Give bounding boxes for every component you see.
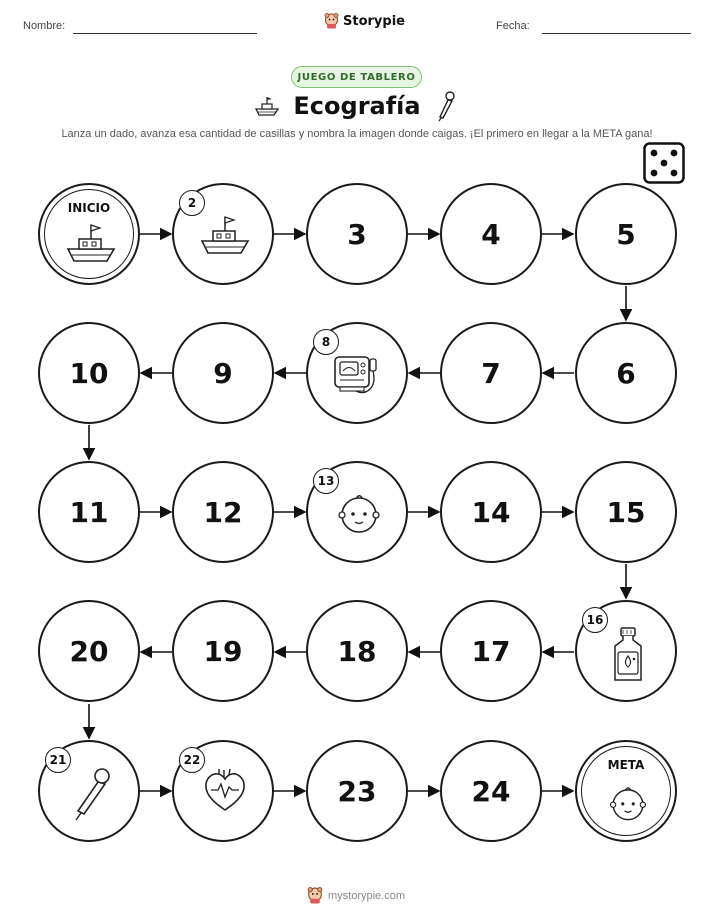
cell-number: 14: [471, 495, 511, 529]
cell-number: 20: [69, 634, 109, 668]
board-cell-20: [38, 600, 140, 702]
boat-icon: [199, 213, 251, 257]
board-cell-3: [306, 183, 408, 285]
finish-label: META: [607, 758, 645, 772]
board-cell-19: [172, 600, 274, 702]
board-cell-9: [172, 322, 274, 424]
cell-number: 9: [213, 356, 233, 390]
ultrasound-probe-icon: [68, 764, 116, 822]
board-cell-23: [306, 740, 408, 842]
footer: [307, 887, 405, 904]
board-cell-5: [575, 183, 677, 285]
cell-number-tag: 21: [45, 747, 71, 773]
cell-number: 19: [203, 634, 243, 668]
cell-number: 11: [69, 495, 109, 529]
start-label: INICIO: [67, 201, 111, 215]
cell-number: 5: [616, 217, 636, 251]
board-cell-4: [440, 183, 542, 285]
page-title: Ecografía: [293, 92, 421, 120]
footer-url[interactable]: mystorypie.com: [328, 889, 406, 902]
board-cell-24: [440, 740, 542, 842]
board-cell-finish: [575, 740, 677, 842]
heart-icon: [202, 768, 248, 814]
instructions-text: Lanza un dado, avanza esa cantidad de casillas y nombra la imagen donde caigas. ¡El primero en llegar a la META gana!: [61, 128, 653, 140]
board-cell-14: [440, 461, 542, 563]
board-cell-start: [38, 183, 140, 285]
cell-number-tag: 22: [179, 747, 205, 773]
board-cell-17: [440, 600, 542, 702]
cell-number: 18: [337, 634, 377, 668]
cell-number: 6: [616, 356, 636, 390]
board-cell-11: [38, 461, 140, 563]
board-cell-18: [306, 600, 408, 702]
baby-face-icon: [607, 782, 649, 824]
baby-face-icon: [335, 489, 383, 537]
ultrasound-machine-icon: [332, 349, 386, 399]
cell-number: 17: [471, 634, 511, 668]
board-cell-6: [575, 322, 677, 424]
board-cell-12: [172, 461, 274, 563]
board-cell-10: [38, 322, 140, 424]
game-type-badge: JUEGO DE TABLERO: [291, 66, 422, 88]
cell-number: 3: [347, 217, 367, 251]
cell-number: 4: [481, 217, 501, 251]
board-cell-15: [575, 461, 677, 563]
cell-number: 24: [471, 774, 511, 808]
cell-number: 23: [337, 774, 377, 808]
boat-icon: [65, 221, 117, 265]
name-label: Nombre:: [23, 20, 66, 32]
cell-number-tag: 2: [179, 190, 205, 216]
brand-name: Storypie: [343, 13, 405, 29]
cell-number: 12: [203, 495, 243, 529]
cell-number: 7: [481, 356, 501, 390]
cell-number-tag: 16: [582, 607, 608, 633]
cell-number-tag: 13: [313, 468, 339, 494]
date-label: Fecha:: [496, 20, 530, 32]
cell-number-tag: 8: [313, 329, 339, 355]
cell-number: 10: [69, 356, 109, 390]
cell-number: 15: [606, 495, 646, 529]
board-cell-7: [440, 322, 542, 424]
storypie-mascot-icon: [307, 887, 323, 904]
gel-bottle-icon: [609, 626, 647, 684]
